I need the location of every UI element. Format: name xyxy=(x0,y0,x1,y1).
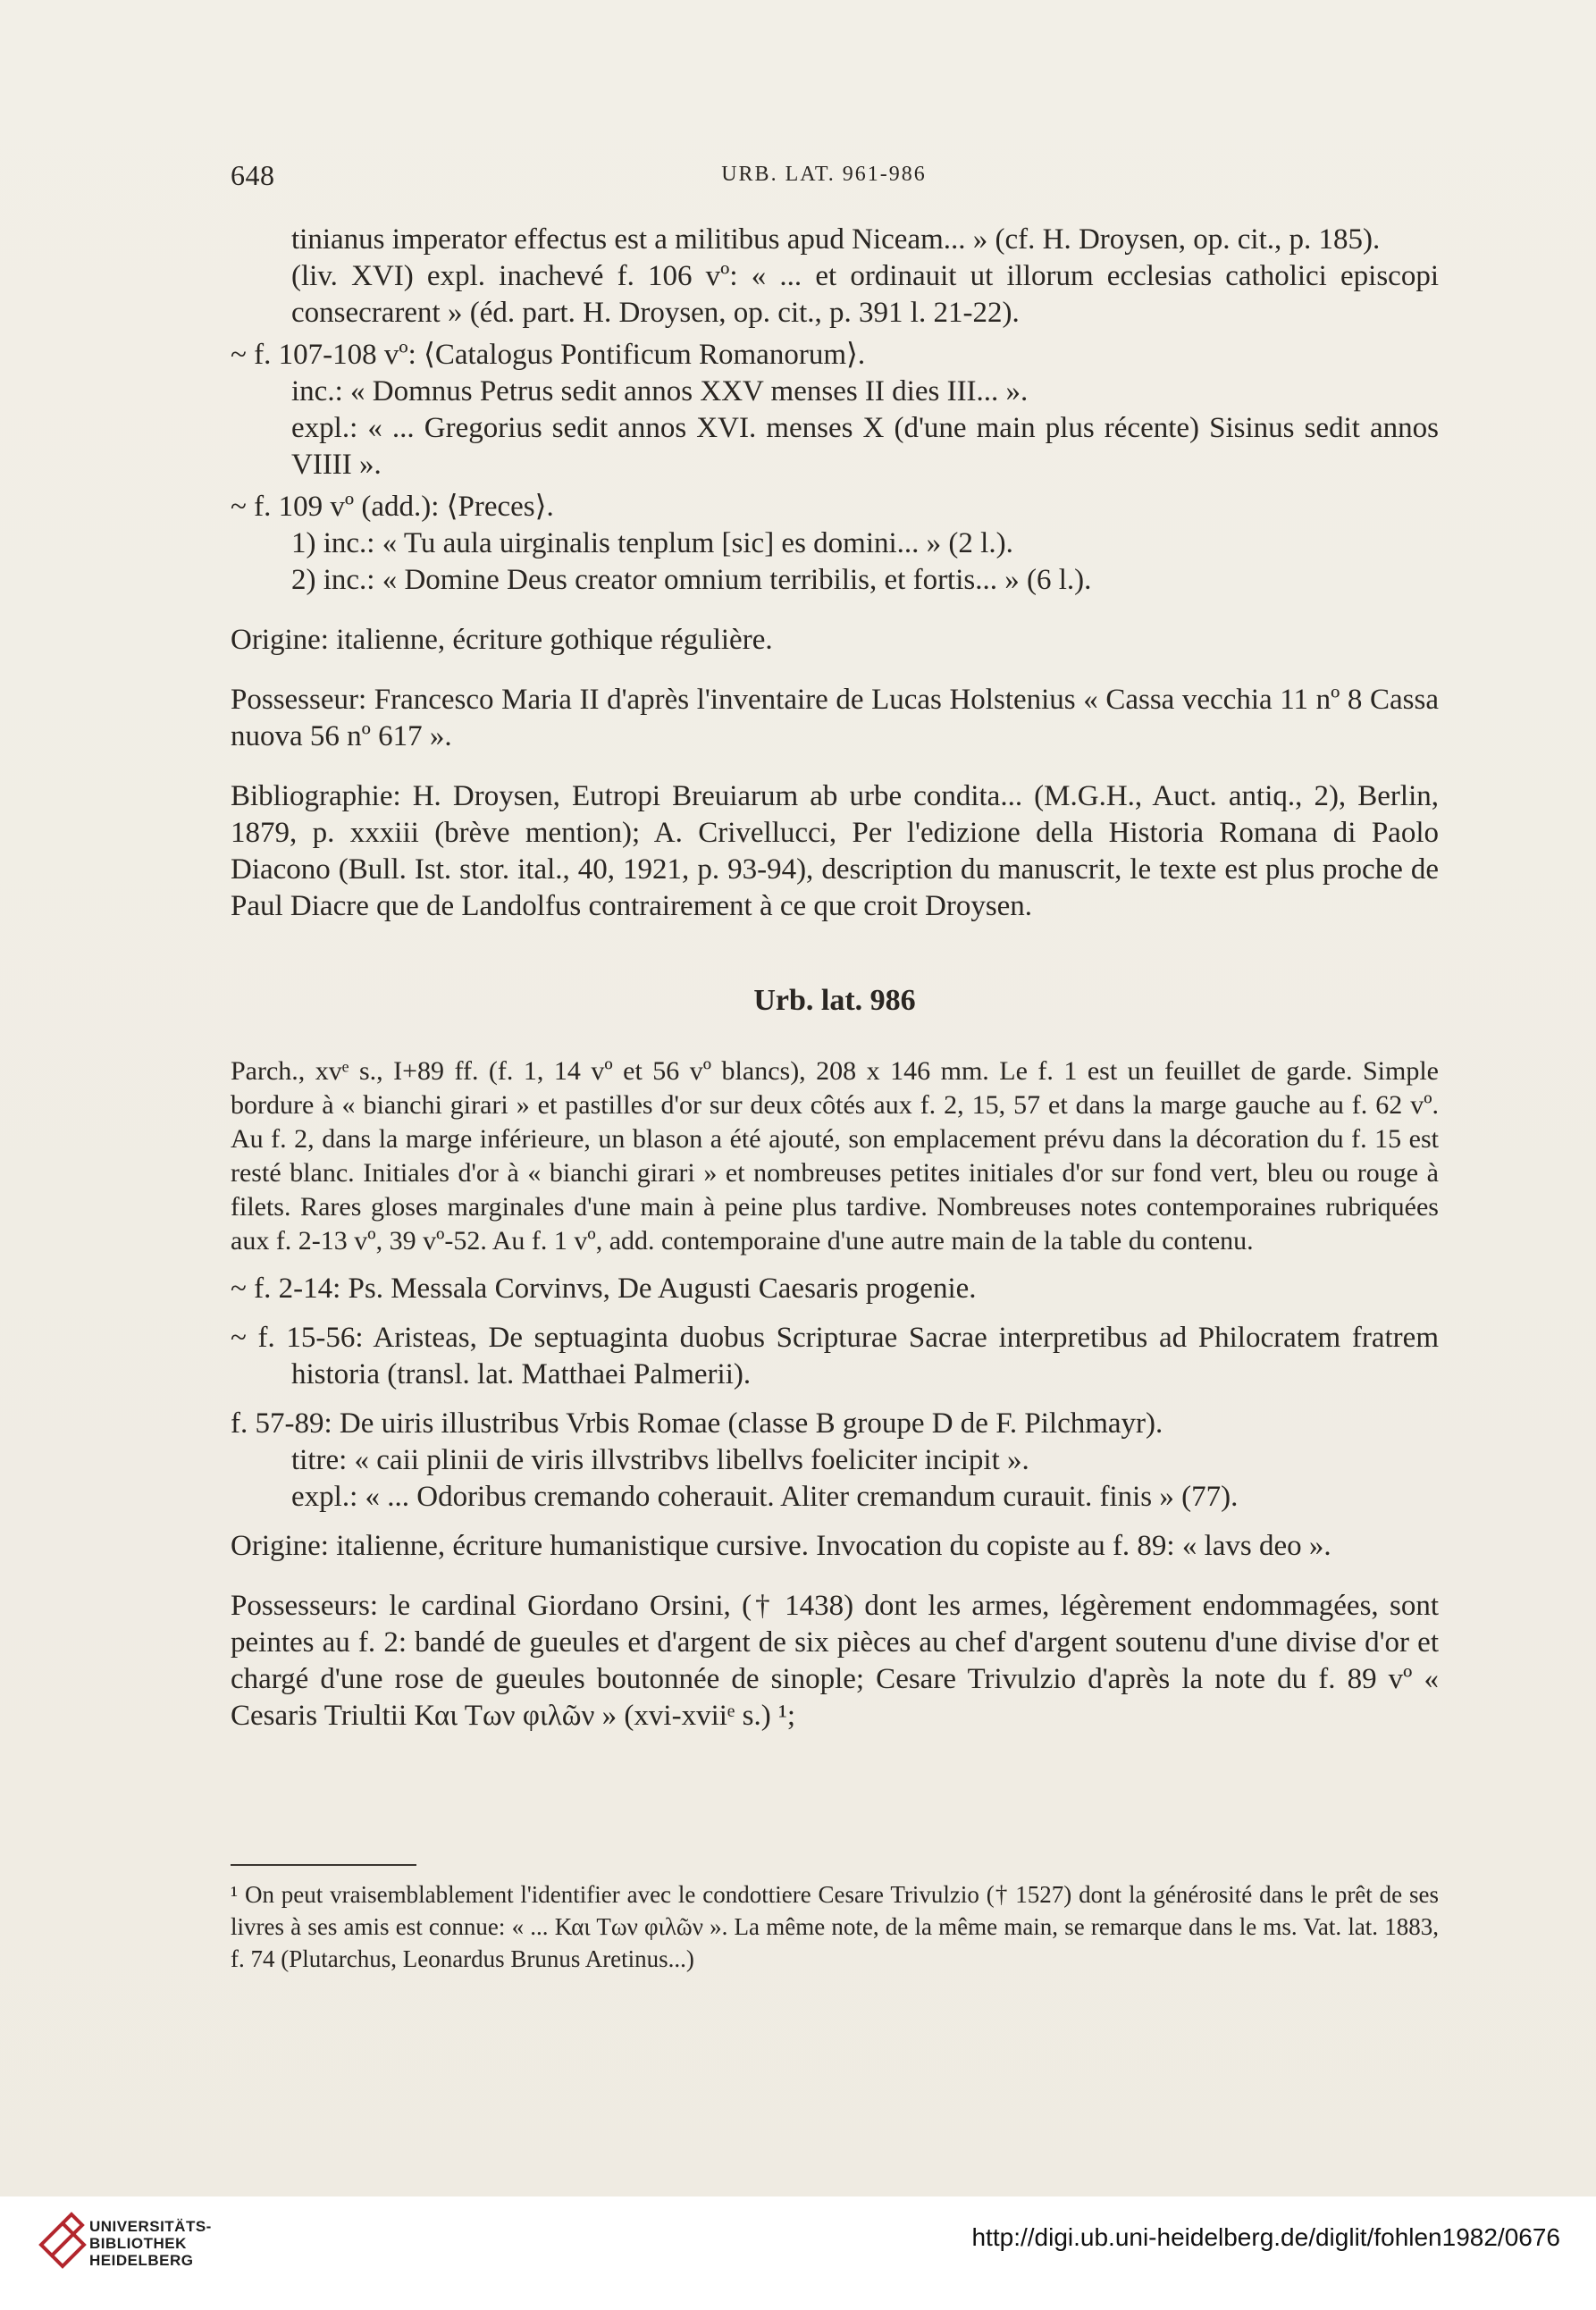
page-number: 648 xyxy=(231,159,275,191)
entry-messala: ~ f. 2-14: Ps. Messala Corvinvs, De Augusti Caesaris progenie. xyxy=(231,1273,977,1305)
viewer-footer xyxy=(0,2197,1596,2310)
entry-preces-1: 1) inc.: « Tu aula uirginalis tenplum [sic] es domini... » (2 l.). xyxy=(291,527,1013,559)
library-name xyxy=(89,2218,212,2269)
origine-986: Origine: italienne, écriture humanistique cursive. Invocation du copiste au f. 89: « lavs deo ». xyxy=(231,1530,1331,1562)
entry-catalogus-expl: expl.: « ... Gregorius sedit annos XVI. menses X (d'une main plus récente) Sisinus sedit annos VIIII ». xyxy=(291,412,1439,481)
entry-catalogus-inc: inc.: « Domnus Petrus sedit annos XXV menses II dies III... ». xyxy=(291,375,1029,407)
entry-preces-2: 2) inc.: « Domine Deus creator omnium terribilis, et fortis... » (6 l.). xyxy=(291,564,1092,596)
running-title: URB. LAT. 961-986 xyxy=(721,163,927,186)
paragraph-2: (liv. XVI) expl. inachevé f. 106 vº: « ... et ordinauit ut illorum ecclesias catholici episcopi consecrarent » (éd. part. H. Droysen, op. cit., p. 391 l. 21-22). xyxy=(291,260,1439,329)
document-body xyxy=(231,222,1439,1735)
footnote-rule xyxy=(231,1864,416,1866)
library-name-line2: BIBLIOTHEK xyxy=(89,2235,187,2252)
description-986: Parch., xvᵉ s., I+89 ff. (f. 1, 14 vº et 56 vº blancs), 208 x 146 mm. Le f. 1 est un feuillet de garde. Simple bordure à « bianchi girari » et pastilles d'or sur deux côtés aux f. 2, 15, 57 et dans la marge gauche au f. 62 vº. Au f. 2, dans la marge inférieure, un blason a été ajouté, son emplacement prévu dans la décoration du f. 15 est resté blanc. Initiales d'or à « bianchi girari » et nombreuses petites initiales d'or sur fond vert, bleu ou rouge à filets. Rares gloses marginales d'une main à peine plus tardive. Nombreuses notes contemporaines rubriquées aux f. 2-13 vº, 39 vº-52. Au f. 1 vº, add. contemporaine d'une autre main de la table du contenu. xyxy=(231,1056,1439,1256)
library-name-line1: UNIVERSITÄTS- xyxy=(89,2218,212,2235)
possesseur-985: Possesseur: Francesco Maria II d'après l'inventaire de Lucas Holstenius « Cassa vecchia 11 nº 8 Cassa nuova 56 nº 617 ». xyxy=(231,684,1439,752)
entry-aristeas: ~ f. 15-56: Aristeas, De septuaginta duobus Scripturae Sacrae interpretibus ad Philocratem fratrem historia (transl. lat. Matthaei Palmerii). xyxy=(231,1322,1439,1390)
origine-985: Origine: italienne, écriture gothique régulière. xyxy=(231,624,773,656)
paragraph-1: tinianus imperator effectus est a militibus apud Niceam... » (cf. H. Droysen, op. cit., p. 185). xyxy=(291,223,1381,256)
entry-preces: ~ f. 109 vº (add.): ⟨Preces⟩. xyxy=(231,491,554,523)
possesseurs-986: Possesseurs: le cardinal Giordano Orsini, († 1438) dont les armes, légèrement endommagées, sont peintes au f. 2: bandé de gueules et d'argent de six pièces au chef d'argent soutenu d'une divise d'or et chargé d'une rose de gueules boutonnée de sinople; Cesare Trivulzio d'après la note du f. 89 vº « Cesaris Triultii Και Των φιλῶν » (xvi-xviiᵉ s.) ¹; xyxy=(231,1590,1439,1732)
bibliographie-985: Bibliographie: H. Droysen, Eutropi Breuiarum ab urbe condita... (M.G.H., Auct. antiq., 2), Berlin, 1879, p. xxxiii (brève mention); A. Crivellucci, Per l'edizione della Historia Romana di Paolo Diacono (Bull. Ist. stor. ital., 40, 1921, p. 93-94), description du manuscrit, le texte est plus proche de Paul Diacre que de Landolfus contrairement à ce que croit Droysen. xyxy=(231,780,1439,922)
permalink-url[interactable]: http://digi.ub.uni-heidelberg.de/diglit/fohlen1982/0676 xyxy=(971,2223,1560,2251)
page-header xyxy=(231,159,1417,195)
entry-de-uiris-expl: expl.: « ... Odoribus cremando coherauit. Aliter cremandum curauit. finis » (77). xyxy=(291,1481,1239,1513)
footnote: ¹ On peut vraisemblablement l'identifier avec le condottiere Cesare Trivulzio († 1527) dont la générosité dans le prêt de ses livres à ses amis est connue: « ... Και Των φιλῶν ». La même note, de la même main, se remarque dans le ms. Vat. lat. 1883, f. 74 (Plutarchus, Leonardus Brunus Aretinus...) xyxy=(231,1881,1439,1972)
entry-de-uiris-titre: titre: « caii plinii de viris illvstribvs libellvs foeliciter incipit ». xyxy=(291,1444,1029,1476)
entry-de-uiris: f. 57-89: De uiris illustribus Vrbis Romae (classe B groupe D de F. Pilchmayr). xyxy=(231,1407,1163,1440)
section-heading: Urb. lat. 986 xyxy=(753,984,916,1017)
library-name-line3: HEIDELBERG xyxy=(89,2252,194,2269)
entry-catalogus: ~ f. 107-108 vº: ⟨Catalogus Pontificum Romanorum⟩. xyxy=(231,339,866,371)
